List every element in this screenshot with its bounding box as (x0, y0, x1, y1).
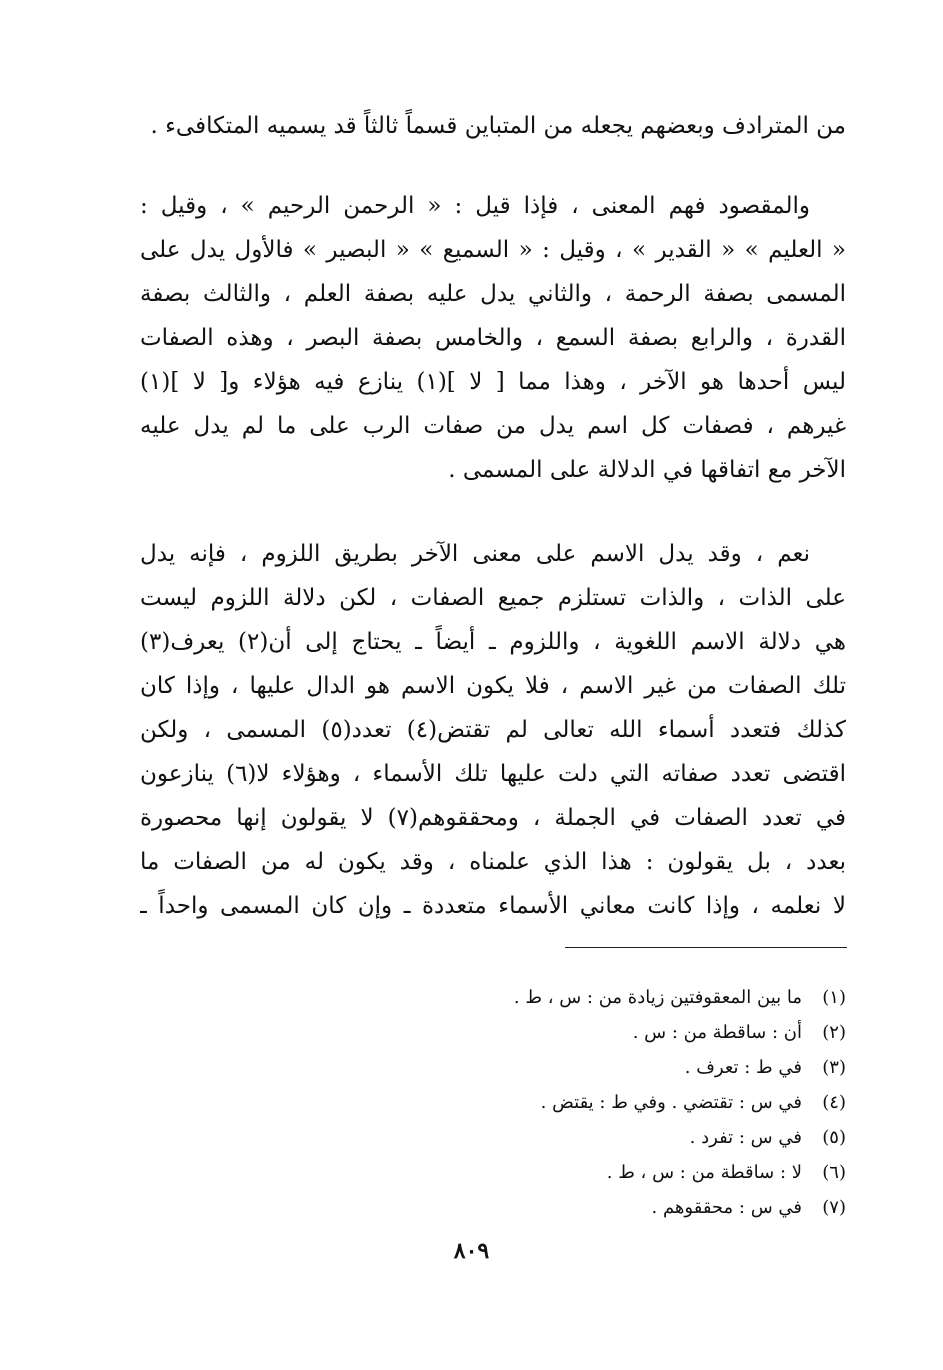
footnote-number: (٣) (822, 1057, 846, 1078)
text-line: المسمى بصفة الرحمة ، والثاني يدل عليه بصفة العلم ، والثالث بصفة (140, 281, 846, 307)
text-line: كذلك فتعدد أسماء الله تعالى لم تقتض(٤) تعدد(٥) المسمى ، ولكن (140, 717, 846, 743)
text-line: هي دلالة الاسم اللغوية ، واللزوم ـ أيضاً ـ يحتاج إلى أن(٢) يعرف(٣) (140, 629, 846, 655)
footnote-number: (٧) (822, 1197, 846, 1218)
text-line: القدرة ، والرابع بصفة السمع ، والخامس بصفة البصر ، وهذه الصفات (140, 325, 846, 351)
text-line: ليس أحدها هو الآخر ، وهذا مما [ لا ](١) ينازع فيه هؤلاء و[ لا ](١) (140, 369, 846, 395)
text-line: من المترادف وبعضهم يجعله من المتباين قسماً ثالثاً قد يسميه المتكافىء . (150, 113, 846, 139)
text-line: على الذات ، والذات تستلزم جميع الصفات ، لكن دلالة اللزوم ليست (140, 585, 846, 611)
text-line: لا نعلمه ، وإذا كانت معاني الأسماء متعددة ـ وإن كان المسمى واحداً ـ (140, 893, 846, 919)
paragraph-1 (140, 104, 846, 148)
footnote-item (346, 980, 846, 1015)
text-line: الآخر مع اتفاقها في الدلالة على المسمى . (448, 457, 846, 483)
footnote-text: في ط : تعرف . (684, 1057, 802, 1078)
footnote-number: (٤) (822, 1092, 846, 1113)
text-line: غيرهم ، فصفات كل اسم يدل من صفات الرب على ما لم يدل عليه (140, 413, 846, 439)
text-line: والمقصود فهم المعنى ، فإذا قيل : « الرحمن الرحيم » ، وقيل : (140, 193, 810, 219)
footnote-text: في س : محققوهم . (651, 1197, 802, 1218)
page-number: ٨٠٩ (453, 1238, 490, 1264)
text-line: بعدد ، بل يقولون : هذا الذي علمناه ، وقد يكون له من الصفات ما (140, 849, 846, 875)
text-line: في تعدد الصفات في الجملة ، ومحققوهم(٧) لا يقولون إنها محصورة (140, 805, 846, 831)
footnote-number: (٦) (822, 1162, 846, 1183)
footnote-text: أن : ساقطة من : س . (632, 1022, 802, 1043)
text-line: « العليم » « القدير » ، وقيل : « السميع » « البصير » فالأول يدل على (140, 237, 846, 263)
footnote-number: (١) (822, 987, 846, 1008)
footnote-item (346, 1190, 846, 1225)
footnote-text: في س : تقتضي . وفي ط : يقتض . (540, 1092, 802, 1113)
footnotes (346, 980, 846, 1225)
text-line: نعم ، وقد يدل الاسم على معنى الآخر بطريق اللزوم ، فإنه يدل (140, 541, 810, 567)
footnote-item (346, 1120, 846, 1155)
footnote-number: (٢) (822, 1022, 846, 1043)
footnote-text: لا : ساقطة من : س ، ط . (606, 1162, 802, 1183)
text-line: اقتضى تعدد صفاته التي دلت عليها تلك الأسماء ، وهؤلاء لا(٦) ينازعون (140, 761, 846, 787)
footnote-item (346, 1015, 846, 1050)
footnote-item (346, 1155, 846, 1190)
footnote-item (346, 1050, 846, 1085)
footnote-item (346, 1085, 846, 1120)
text-line: تلك الصفات من غير الاسم ، فلا يكون الاسم هو الدال عليها ، وإذا كان (140, 673, 846, 699)
footnote-text: في س : تفرد . (689, 1127, 802, 1148)
paragraph-2 (140, 184, 846, 492)
paragraph-3 (140, 532, 846, 928)
footnote-text: ما بين المعقوفتين زيادة من : س ، ط . (513, 987, 802, 1008)
footnote-separator (565, 947, 847, 948)
footnote-number: (٥) (822, 1127, 846, 1148)
